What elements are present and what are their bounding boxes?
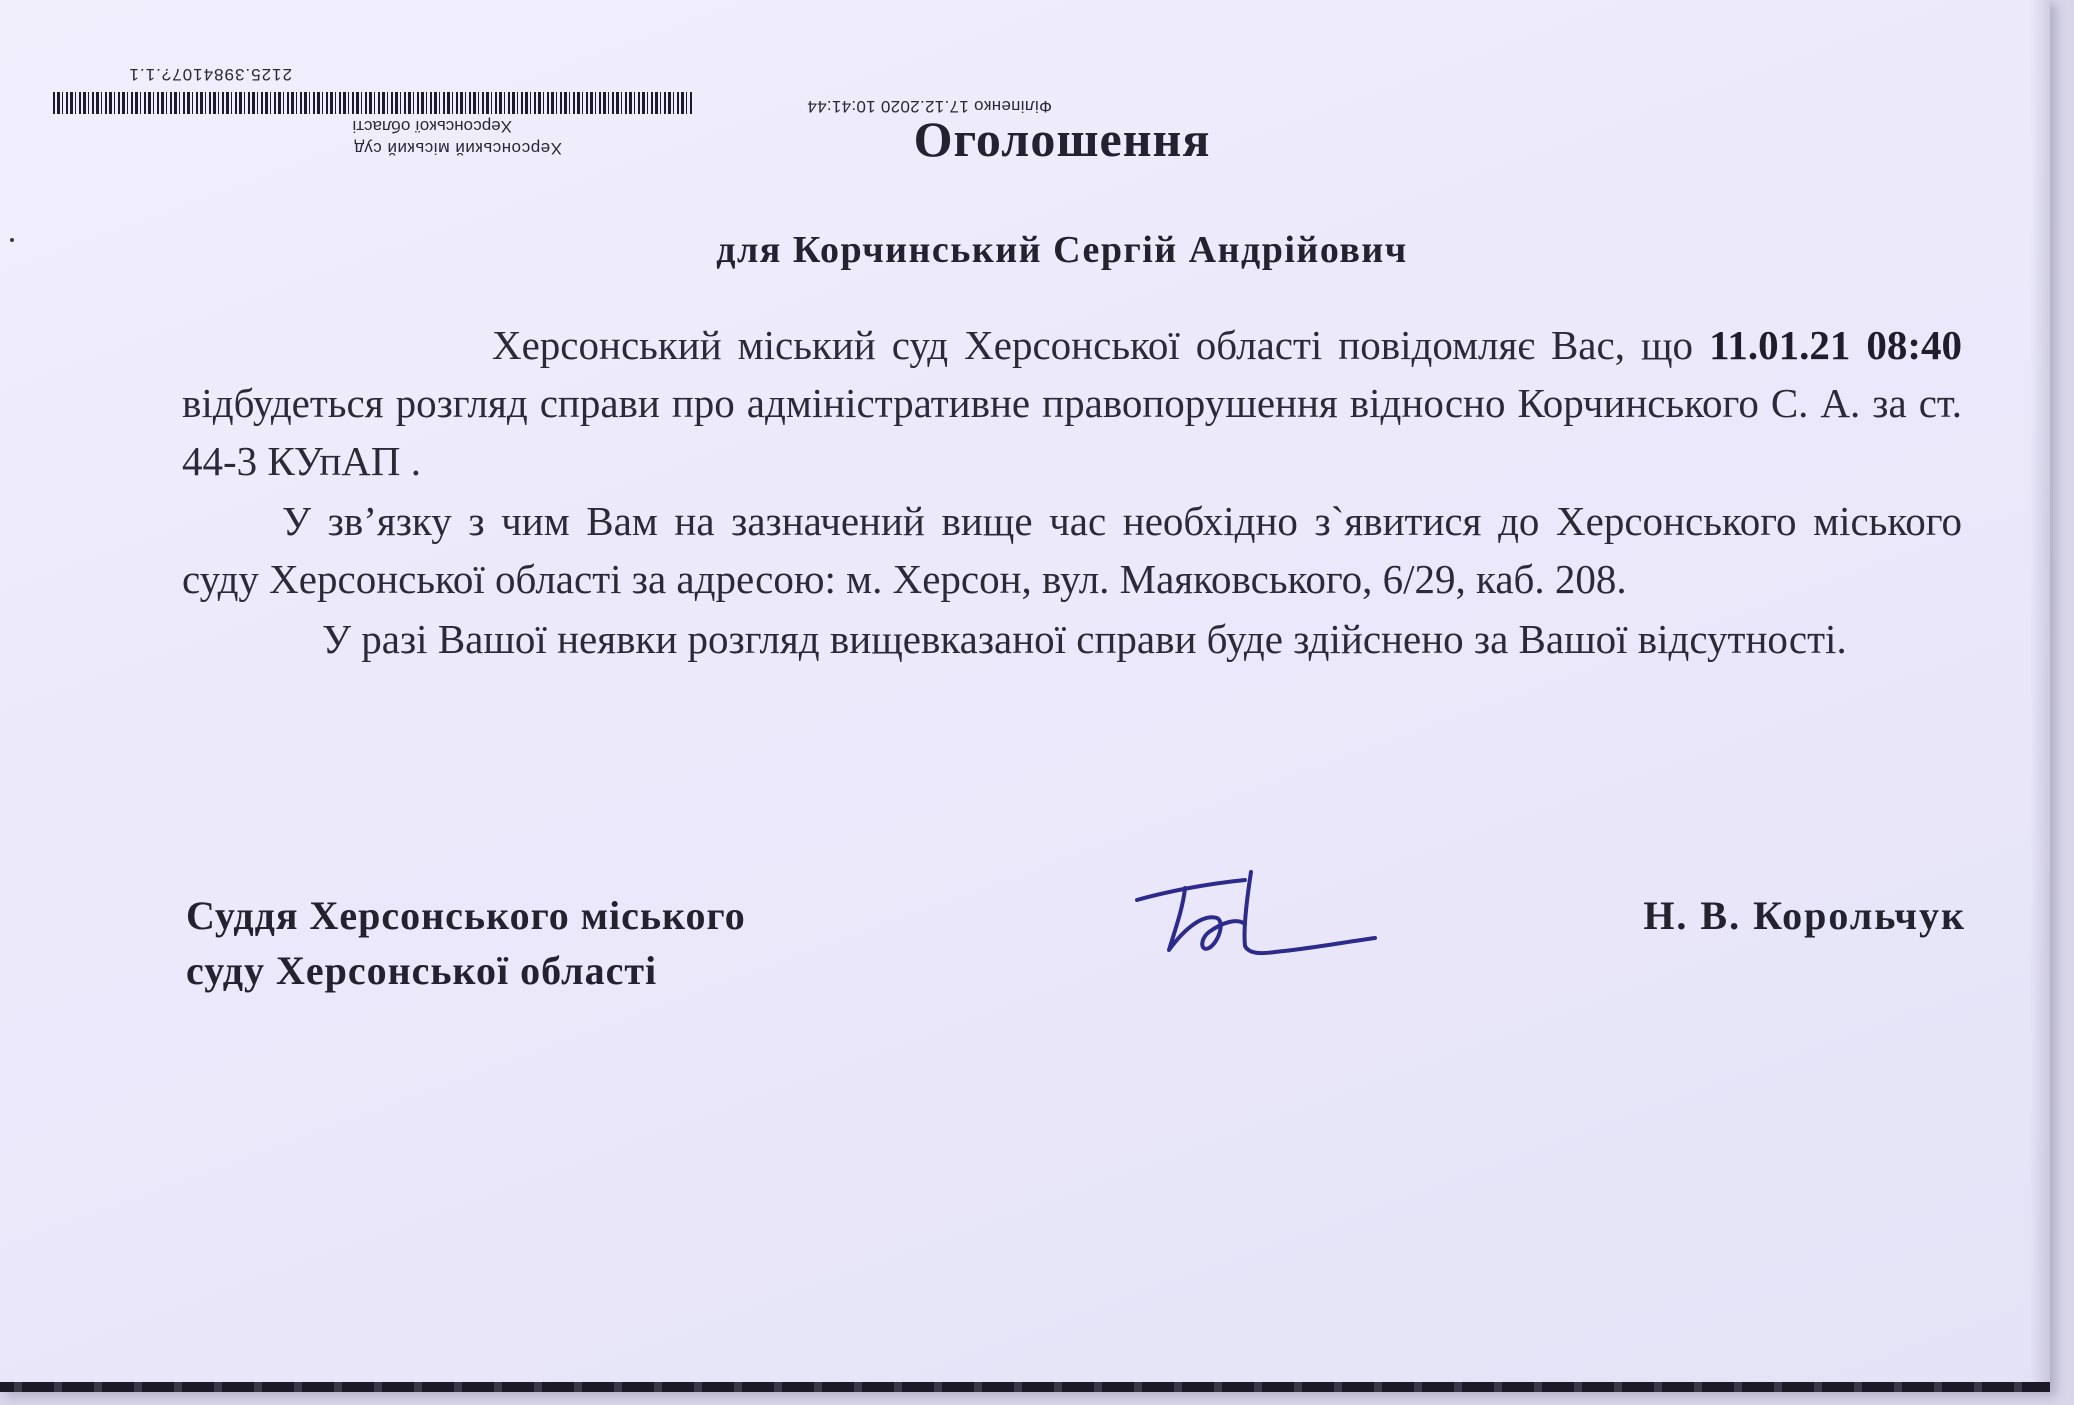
- hearing-intro: Херсонський міський суд Херсонської області повідомляє Вас, що: [492, 322, 1694, 368]
- sheet-edge-shadow: [2030, 0, 2050, 1392]
- judge-position-line1: Суддя Херсонського міського: [186, 893, 746, 938]
- sheet-bottom-edge: [0, 1382, 2050, 1392]
- stamp-court-name: Херсонський міський суд: [353, 139, 562, 158]
- stamp-record-line: Філіпенко 17.12.2020 10:41:44: [807, 97, 1052, 116]
- paragraph-absence: У разі Вашої неявки розгляд вищевказаної справи буде здійснено за Вашої відсутності.: [322, 616, 1847, 662]
- hearing-datetime: 11.01.21 08:40: [1709, 322, 1962, 368]
- paragraph-hearing: [182, 316, 1962, 490]
- stamp-court-region: Херсонської області: [352, 117, 512, 136]
- paper-speck: [10, 238, 14, 242]
- notice-body: [182, 316, 1962, 668]
- stamp-registration-code: 2125.3984107?.1.1: [128, 65, 292, 84]
- handwritten-signature: [1125, 858, 1385, 968]
- judge-position-line2: суду Херсонської області: [186, 948, 658, 993]
- addressee-line: для Корчинський Сергій Андрійович: [716, 229, 1408, 271]
- hearing-details: відбудеться розгляд справи про адміністративне правопорушення відносно Корчинського С. А. за ст. 44-3 КУпАП .: [182, 380, 1962, 484]
- judge-name: Н. В. Корольчук: [1643, 893, 1966, 938]
- paragraph-appearance: У зв’язку з чим Вам на зазначений вище час необхідно з`явитися до Херсонського міського суду Херсонської області за адресою: м. Херсон, вул. Маяковського, 6/29, каб. 208.: [182, 498, 1962, 602]
- judge-position: [186, 888, 746, 998]
- document-title: Оголошення: [913, 111, 1211, 167]
